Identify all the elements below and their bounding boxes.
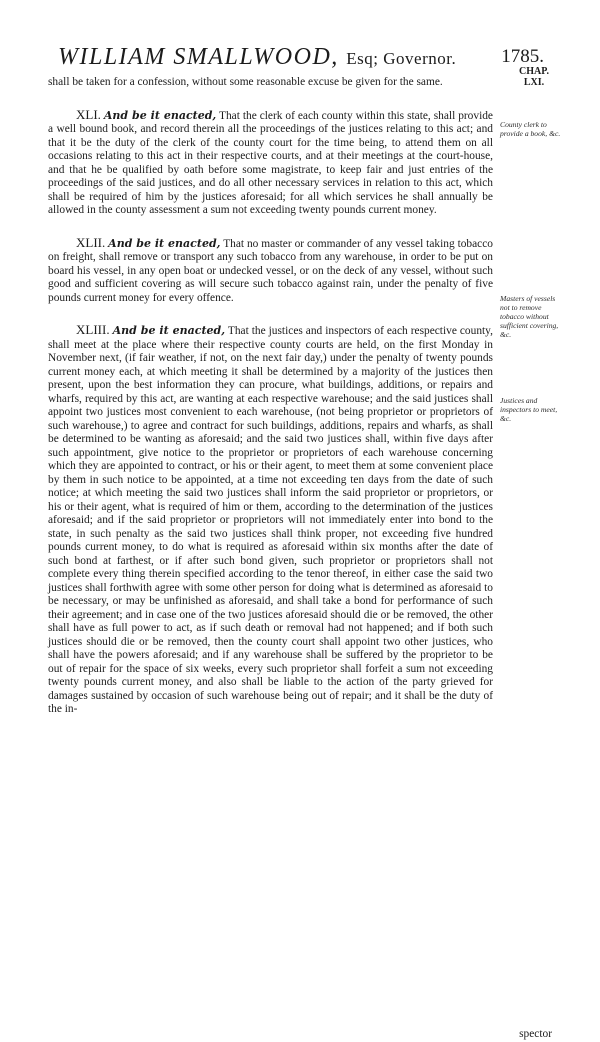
enacting-clause: And be it enacted, [112,324,226,337]
paragraph-continuation [48,76,493,90]
margin-note-masters: Masters of vessels not to remove tobacco without sufficient covering, &c. [500,294,559,339]
enacting-clause: And be it enacted, [108,236,221,250]
catchword: spector [519,1028,552,1040]
section-text: That the clerk of each county within this state, shall provide a well bound book, and record therein all the proceedings of the justices relating to this act; and that it be the duty of the clerk of the county court for the time being, to attend them on all occasions relating to this act in their respective courts, and at their meetings at the court-house, and that he be qualified by oath before some magistrate, to keep fair and just entries of the proceedings of the said justices, and do all other necessary services in relation to this act, which shall be required of him by the justices aforesaid; for all which services he shall annually be allowed in the county assessment a sum not exceeding twenty pounds current money. [48,109,493,216]
section-number: XLI. [76,106,101,122]
margin-note-justices: Justices and inspectors to meet, &c. [500,396,558,423]
chapter-number: LXI. [523,77,545,88]
section-text: That the justices and inspectors of each respective county, shall meet at the place where their respective county courts are held, on the first Monday in November next, (if fair weather, if not, on the next fair day,) under the penalty of twenty pounds current money each, at which meeting it shall be determined by a majority of the justices then present, upon the best information they can procure, what buildings, additions, or repairs and wharfs, required by this act, are wanting at each respective warehouse; and the said justices shall appoint two justices most convenient to each warehouse, (not being proprietor or proprietors of such warehouse,) to agree and contract for such buildings, additions, repairs and wharfs, as shall be determined to be wanting as aforesaid; and the said two justices shall, within five days after such appointment, give notice to the proprietor or proprietors of each warehouse concerning which they are appointed to contract, or his or their agent, to meet them at some convenient place by them in such notice to be appointed, at a time not exceeding ten days from the date of such notice; at which meeting the said two justices shall inform the said proprietor or proprietors, or his or their agent, what is required of him or them, according to the determination of the justices aforesaid; and if the said proprietor or proprietors will not immediately enter into bond to the state, in such penalty as the said two justices shall think proper, not exceeding five hundred pounds current money, to do what is required as aforesaid within six months after the date of such bond at farthest, or if after such bond given, such proprietor or proprietors shall not complete every thing therein specified according to the tenor thereof, in either case the said two justices shall forthwith agree with some other person for doing what is determined as aforesaid to be necessary, or may be unfinished as aforesaid, and shall take a bond for performance of such their agreement; and in case one of the two justices aforesaid should die or be removed, the other shall have as full power to act, as if such death or removal had not happened; and if both such justices should die or be removed, then the county court shall appoint two other justices, who shall have the powers aforesaid; and if any warehouse shall be suffered by the proprietor to be out of repair for the space of six weeks, every such proprietor shall forfeit a sum not exceeding twenty pounds current money, and also shall be liable to the action of the party grieved for damages sustained by occasion of such warehouse being out of repair; and it shall be the duty of the in- [48,325,493,715]
margin-note-clerk: County clerk to provide a book, &c. [500,120,561,138]
section-43 [48,323,493,717]
chapter-word: CHAP. [519,66,549,77]
header-name: WILLIAM SMALLWOOD, [58,44,339,70]
section-text: That no master or commander of any vessel taking tobacco on freight, shall remove or transport any such tobacco from any warehouse, in order to be put on board his vessel, in any open boat or undecked vessel, or on the deck of any vessel, without such good and sufficient covering as will secure such tobacco against rain, under the penalty of five pounds current money for every offence. [48,237,493,304]
paragraph-text: shall be taken for a confession, without some reasonable excuse be given for the same. [48,76,443,88]
section-42 [48,236,493,306]
section-41 [48,108,493,218]
header-year: 1785. [501,46,544,67]
enacting-clause: And be it enacted, [103,108,217,122]
body-text [48,76,493,717]
header-subtitle: Esq; Governor. [346,49,457,68]
section-number: XLII. [76,234,106,250]
header-title [58,44,456,71]
chapter-label [506,66,562,88]
section-number: XLIII. [76,322,110,337]
